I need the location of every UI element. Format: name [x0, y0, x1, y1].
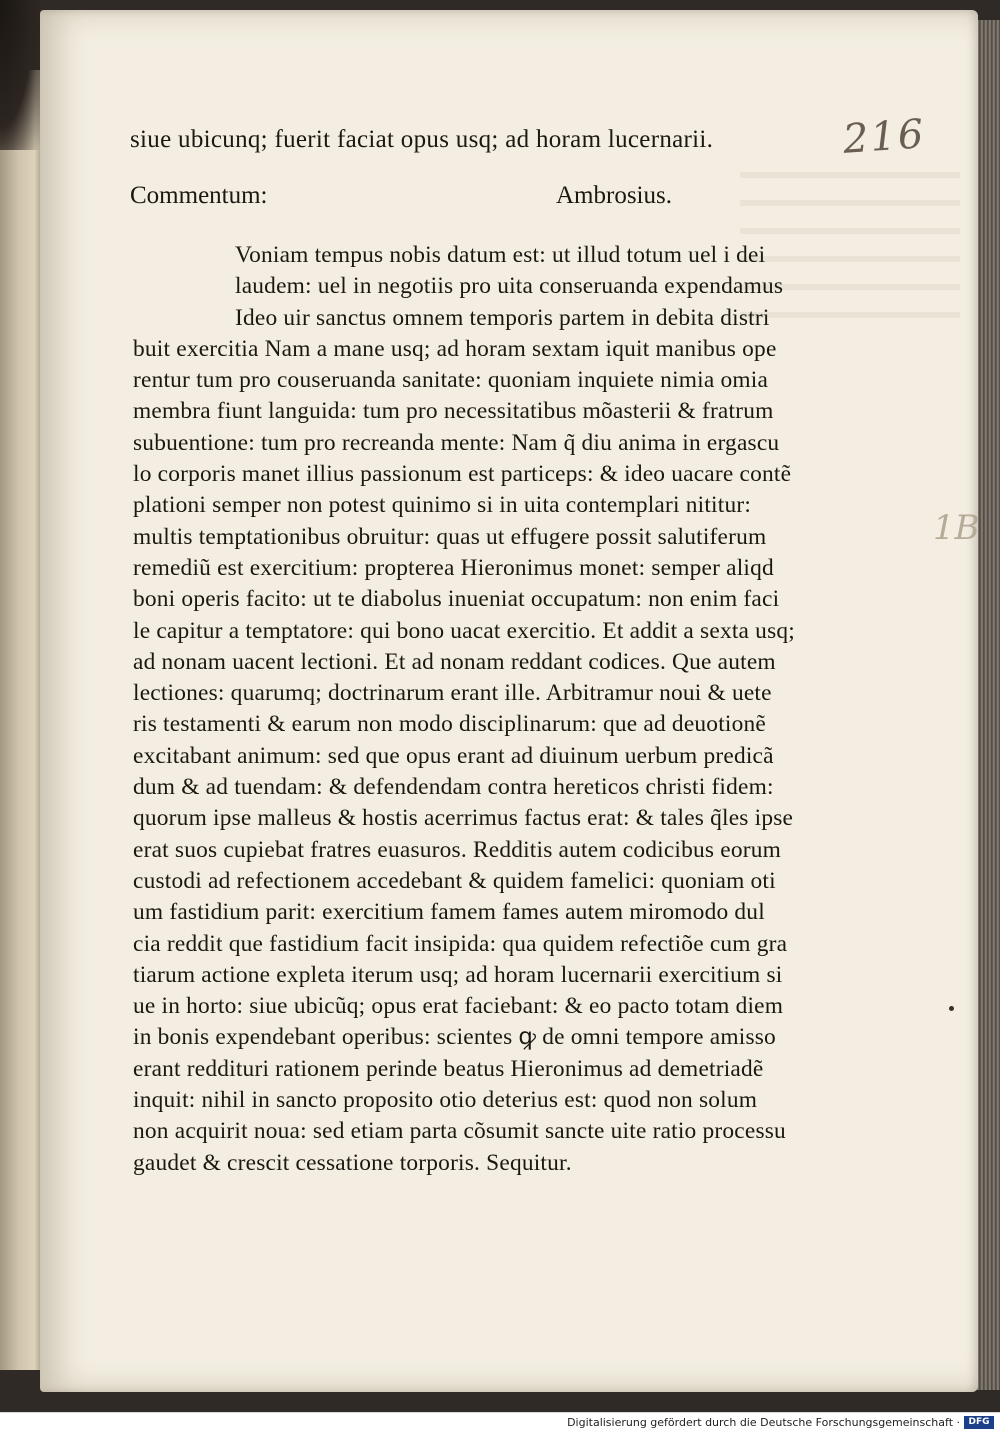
text-line: Ideo uir sanctus omnem temporis partem in debita distri [235, 304, 770, 331]
book-binding-shadow [0, 0, 40, 150]
text-line: plationi semper non potest quinimo si in uita contemplari nititur: [133, 492, 752, 519]
dfg-logo: DFG [964, 1416, 994, 1429]
text-line: Voniam tempus nobis datum est: ut illud totum uel i dei [235, 242, 766, 268]
text-line: buit exercitia Nam a mane usq; ad horam sextam iquit manibus ope [133, 335, 777, 362]
footer-bar [0, 1412, 1000, 1433]
text-line: erat suos cupiebat fratres euasuros. Redditis autem codicibus eorum [133, 836, 782, 863]
folio-number: 216 [841, 111, 927, 163]
heading-commentum: Commentum: [130, 182, 268, 209]
heading-author: Ambrosius. [556, 182, 672, 209]
text-line: dum & ad tuendam: & defendendam contra hereticos christi fidem: [133, 774, 774, 801]
margin-mark: 1B [933, 508, 980, 548]
page-stack-edge [976, 20, 1000, 1390]
text-line: excitabant animum: sed que opus erant ad diuinum uerbum predicã [133, 742, 774, 769]
text-line: multis temptationibus obruitur: quas ut effugere possit salutiferum [133, 523, 767, 550]
text-line: le capitur a temptatore: qui bono uacat exercitio. Et addit a sexta usq; [133, 617, 795, 644]
text-line: boni operis facito: ut te diabolus inueniat occupatum: non enim faci [133, 586, 780, 613]
text-line: custodi ad refectionem accedebant & quidem famelici: quoniam oti [133, 867, 776, 894]
text-line: um fastidium parit: exercitium famem fames autem miromodo dul [133, 899, 765, 926]
ink-dot [949, 1006, 954, 1011]
text-line: subuentione: tum pro recreanda mente: Nam q̃ diu anima in ergascu [133, 429, 780, 456]
text-line: gaudet & crescit cessatione torporis. Sequitur. [133, 1149, 572, 1176]
text-line: laudem: uel in negotiis pro uita conseruanda expendamus [235, 273, 784, 300]
funding-credit: Digitalisierung gefördert durch die Deutsche Forschungsgemeinschaft · [567, 1416, 960, 1429]
text-line: lectiones: quarumq; doctrinarum erant ille. Arbitramur noui & uete [133, 680, 772, 707]
text-line: lo corporis manet illius passionum est particeps: & ideo uacare contẽ [133, 461, 792, 488]
text-line: quorum ipse malleus & hostis acerrimus factus erat: & tales q̃les ipse [133, 805, 794, 832]
commentary-body [133, 240, 795, 1179]
text-line: ris testamenti & earum non modo disciplinarum: que ad deuotionẽ [133, 711, 766, 738]
text-line: erant reddituri rationem perinde beatus Hieronimus ad demetriadẽ [133, 1055, 764, 1082]
text-line: ue in horto: siue ubicũq; opus erat faciebant: & eo pacto totam diem [133, 993, 784, 1020]
text-line: ad nonam uacent lectioni. Et ad nonam reddant codices. Que autem [133, 648, 776, 675]
text-line: tiarum actione expleta iterum usq; ad horam lucernarii exercitium si [133, 961, 783, 988]
text-line: remediũ est exercitium: propterea Hieronimus monet: semper aliqd [133, 554, 774, 581]
text-line: inquit: nihil in sancto proposito otio deterius est: quod non solum [133, 1087, 758, 1114]
text-line: in bonis expendebant operibus: scientes ꝙ de omni tempore amisso [133, 1024, 776, 1051]
text-line: non acquirit noua: sed etiam parta cõsumit sancte uite ratio processu [133, 1118, 786, 1145]
catchline: siue ubicunq; fuerit faciat opus usq; ad horam lucernarii. [130, 126, 714, 153]
text-line: membra fiunt languida: tum pro necessitatibus mõasterii & fratrum [133, 398, 774, 425]
text-line: rentur tum pro couseruanda sanitate: quoniam inquiete nimia omia [133, 367, 769, 394]
text-line: cia reddit que fastidium facit insipida: qua quidem refectiõe cum gra [133, 930, 788, 957]
